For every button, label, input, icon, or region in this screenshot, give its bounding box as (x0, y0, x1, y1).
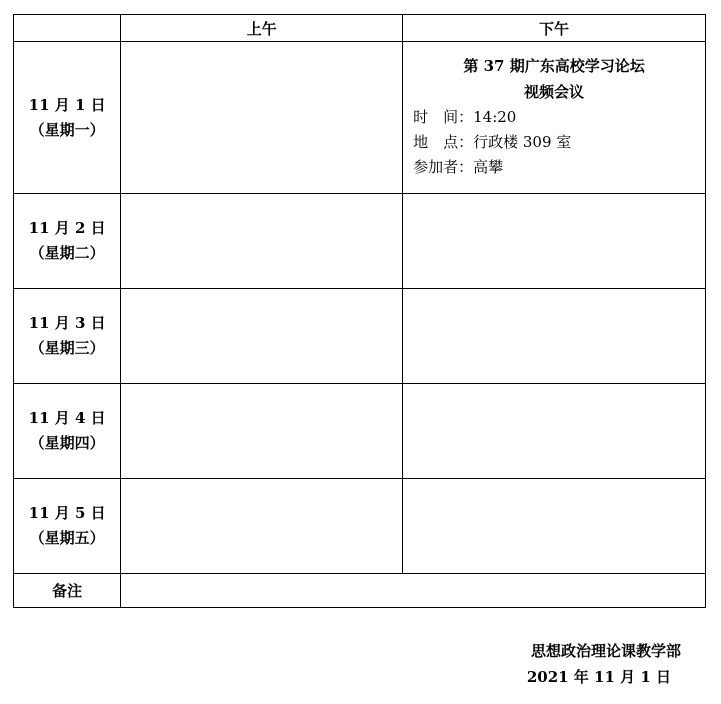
meeting-participants-label: 参加者： (413, 158, 474, 176)
meeting-place (413, 130, 705, 155)
day-weekday: （星期四） (29, 434, 105, 452)
day-weekday: （星期五） (29, 529, 105, 547)
table-row (14, 194, 706, 289)
corner-cell (14, 15, 121, 42)
am-cell (121, 479, 403, 574)
note-label: 备注 (14, 574, 121, 608)
table-row (14, 42, 706, 194)
weekly-schedule-table (13, 14, 706, 608)
header-row (14, 15, 706, 42)
meeting-place-value: 行政楼 309 室 (473, 133, 572, 151)
meeting-title-line1: 第 37 期广东高校学习论坛 (463, 57, 645, 75)
am-cell (121, 42, 403, 194)
day-cell (14, 194, 121, 289)
day-cell (14, 42, 121, 194)
am-cell (121, 289, 403, 384)
meeting-entry (403, 42, 705, 180)
footer-department: 思想政治理论课教学部 (530, 642, 681, 660)
pm-header: 下午 (403, 15, 706, 42)
meeting-place-label: 地 点： (413, 133, 474, 151)
table-row (14, 384, 706, 479)
meeting-time-value: 14:20 (473, 108, 517, 126)
day-date: 11 月 2 日 (28, 219, 106, 237)
table-row (14, 479, 706, 574)
footer-date: 2021 年 11 月 1 日 (526, 668, 671, 686)
note-cell (121, 574, 706, 608)
day-date: 11 月 4 日 (28, 409, 106, 427)
day-cell (14, 384, 121, 479)
note-row (14, 574, 706, 608)
day-weekday: （星期三） (29, 339, 105, 357)
meeting-title-line2: 视频会议 (524, 83, 585, 101)
am-cell (121, 384, 403, 479)
am-header: 上午 (121, 15, 403, 42)
meeting-participants-value: 高攀 (473, 158, 504, 176)
pm-cell (403, 384, 706, 479)
day-date: 11 月 1 日 (28, 95, 106, 114)
day-date: 11 月 3 日 (28, 314, 106, 332)
table-row (14, 289, 706, 384)
meeting-participants (413, 155, 705, 180)
pm-cell (403, 479, 706, 574)
pm-cell (403, 289, 706, 384)
day-date: 11 月 5 日 (28, 504, 106, 522)
day-weekday: （星期二） (29, 244, 105, 262)
day-cell (14, 479, 121, 574)
pm-cell (403, 194, 706, 289)
am-cell (121, 194, 403, 289)
day-cell (14, 289, 121, 384)
meeting-time-label: 时 间： (413, 108, 474, 126)
meeting-time (413, 105, 705, 130)
pm-cell (403, 42, 706, 194)
day-weekday: （星期一） (29, 120, 105, 139)
